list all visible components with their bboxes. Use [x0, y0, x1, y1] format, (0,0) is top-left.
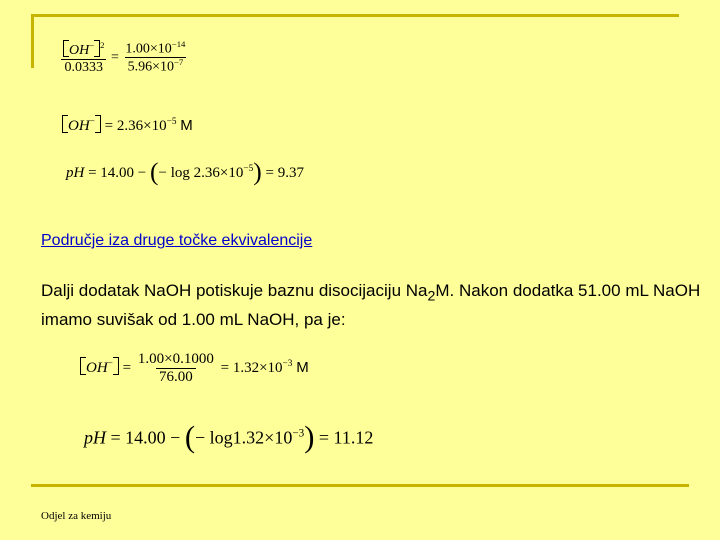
equation-hydroxide-concentration: $OH^- = 2.36\times 10^{-5}$ M [62, 115, 193, 135]
section-heading: Područje iza druge točke ekvivalencije [41, 232, 313, 249]
equation-final-ph: pH = 14.00 − (− $\log 1.32\times 10^{-3}) = 11.12$ [84, 420, 374, 454]
left-accent-rule [31, 14, 34, 68]
top-rule [31, 14, 679, 17]
equation-excess-hydroxide: OH− = $\frac{1.00\times 0.1000}{76.00}$ = $1.32\times 10^{-3}$ M [80, 352, 309, 385]
body-paragraph: Dalji dodatak NaOH potiskuje baznu disocijaciju $Na_2M$. Nakon dodatka 51.00 mL NaOH imamo suvišak od 1.00 mL NaOH, pa je: [41, 281, 701, 330]
equation-ph-result: pH = 14.00 − (− $\log 2.36\times 10^{-5}) = 9.37$ [66, 157, 304, 186]
equation-ratio: $\frac{OH^- ^2}{0.0333}$ = $\frac{1.00\times 10^{-14}}{5.96\times 10^{-7}}$ [60, 40, 188, 75]
footer-label: Odjel za kemiju [41, 510, 112, 522]
bottom-rule [31, 484, 689, 487]
